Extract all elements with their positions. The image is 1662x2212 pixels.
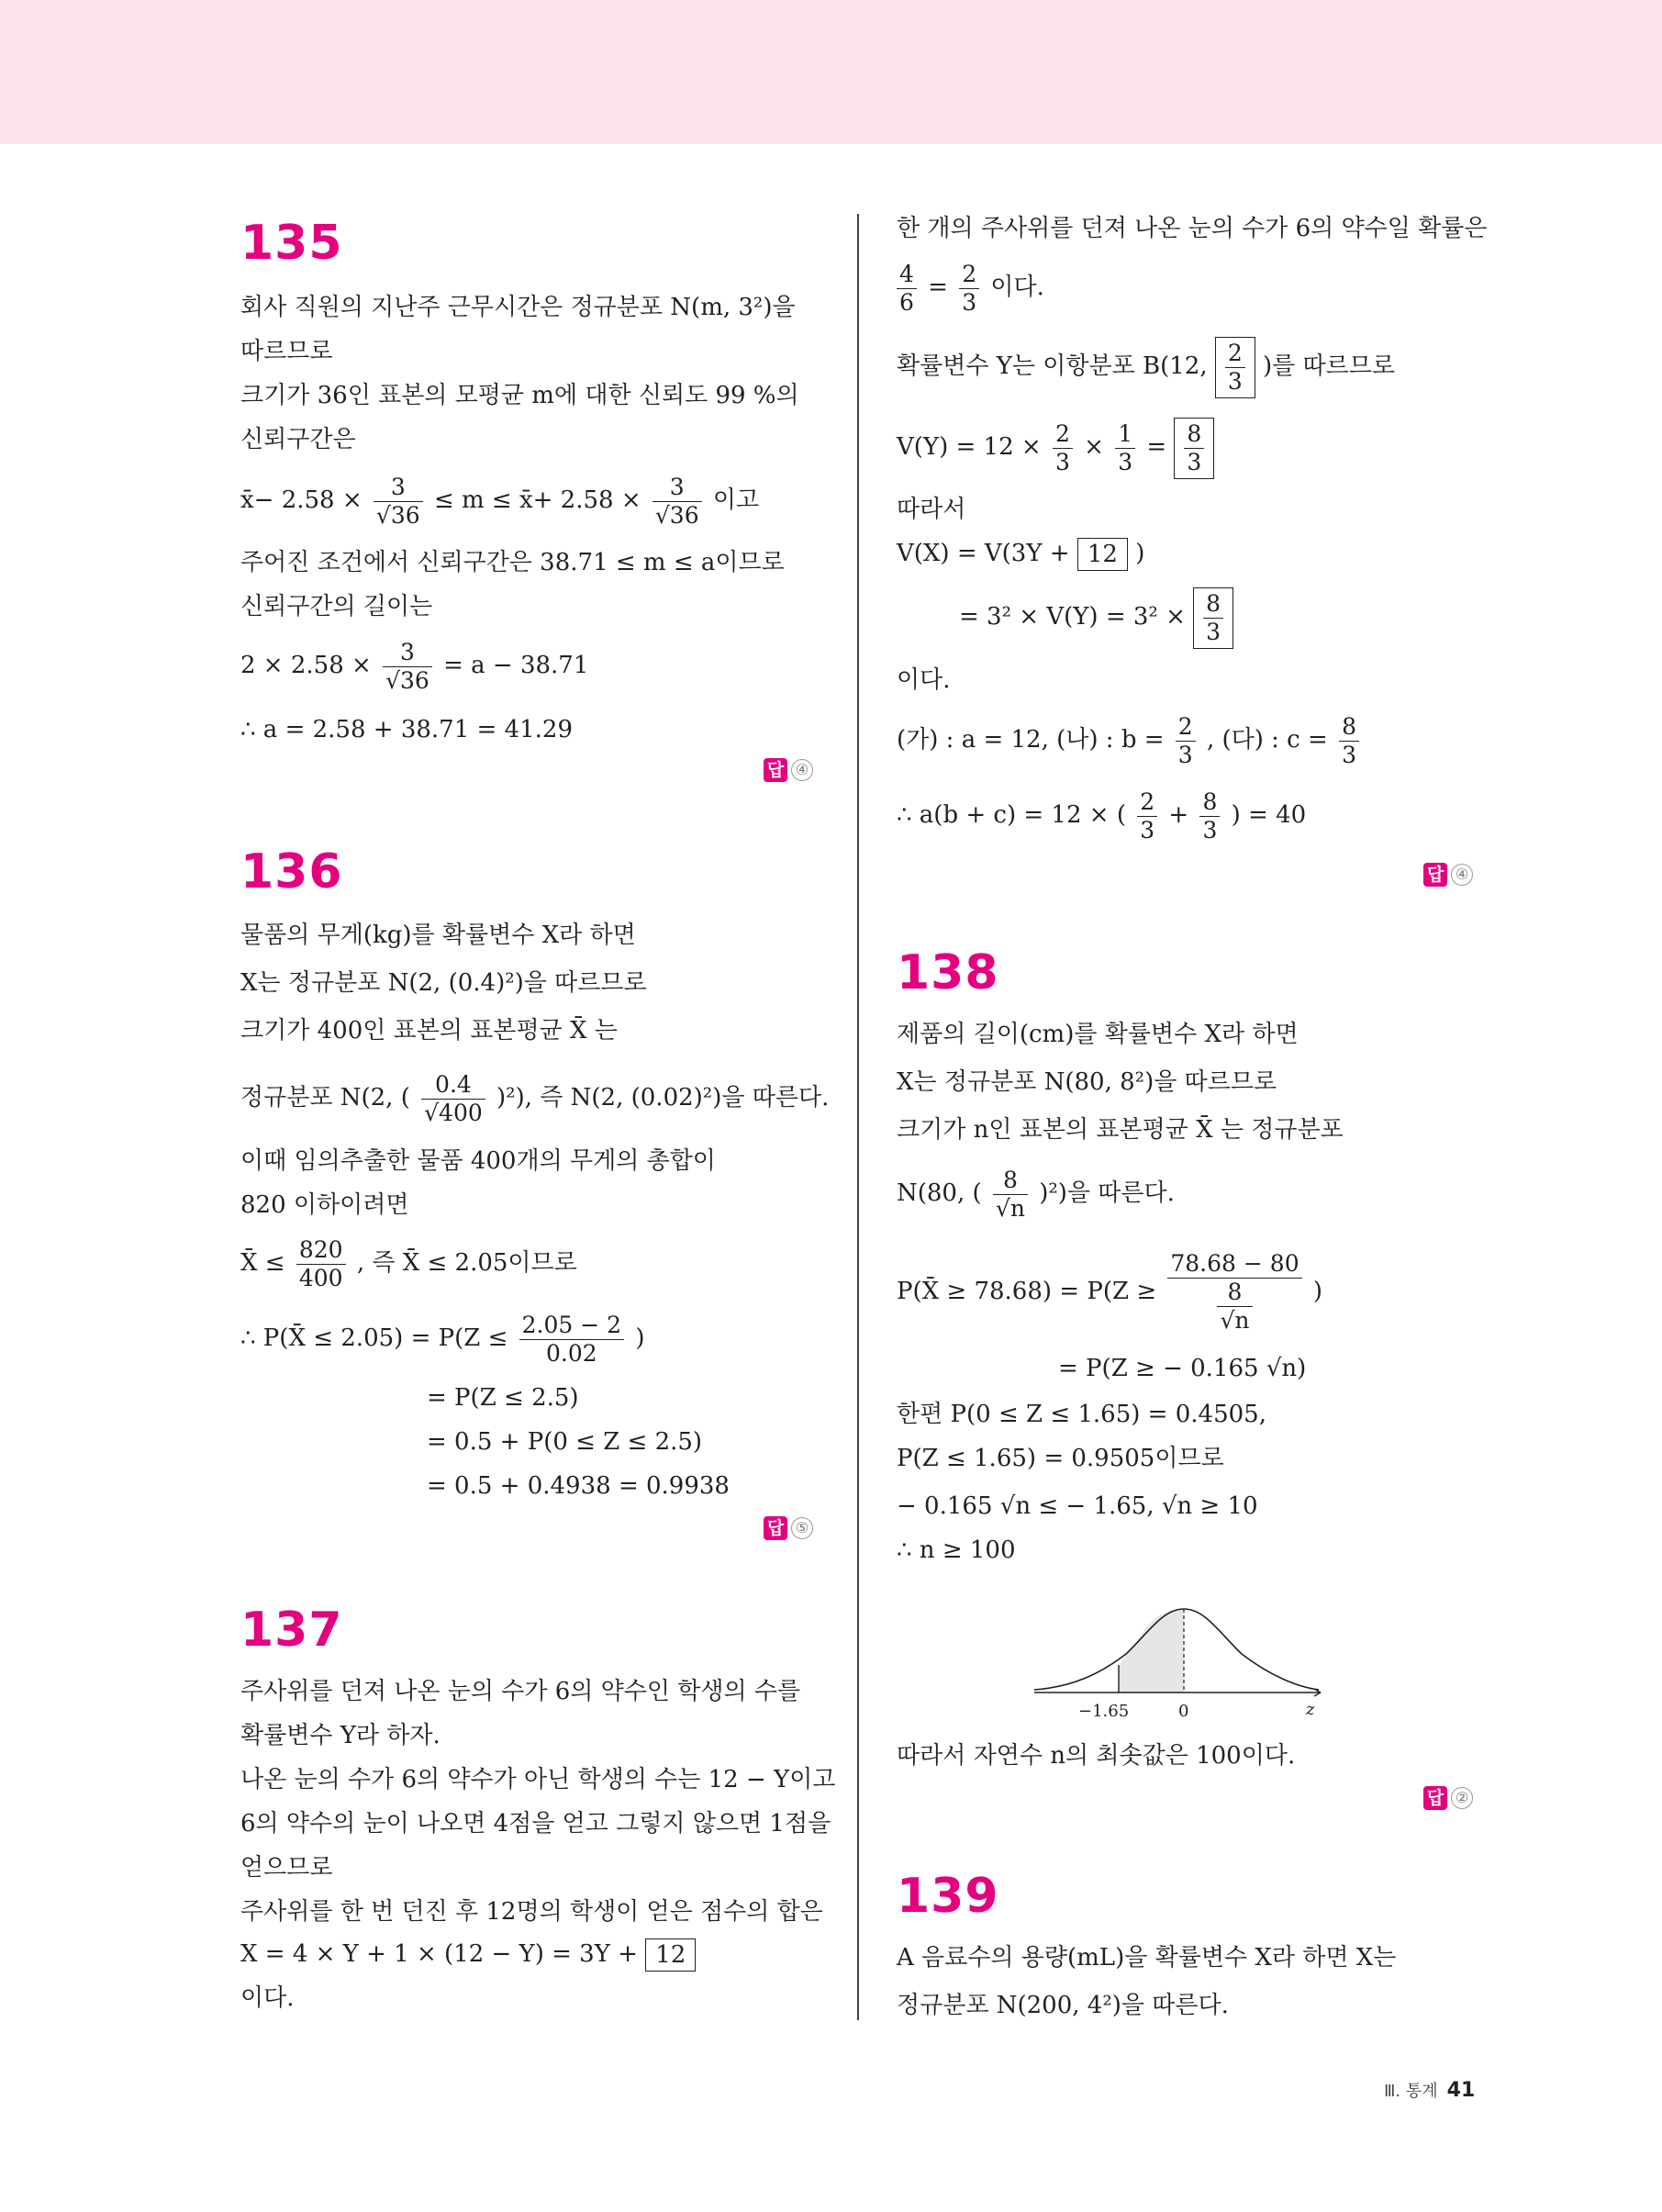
formula-part: N(80, ( bbox=[897, 1179, 982, 1207]
blank-box: 12 bbox=[645, 1938, 696, 1972]
denominator: √n bbox=[995, 1194, 1025, 1222]
formula-part: × bbox=[1084, 433, 1104, 461]
denominator: 3 bbox=[1342, 741, 1356, 768]
answer-tag: 답 bbox=[764, 758, 787, 782]
text-line: X는 정규분포 N(2, (0.4)²)을 따르므로 bbox=[240, 969, 647, 997]
fraction bbox=[1225, 340, 1245, 396]
numerator: 2 bbox=[1137, 788, 1157, 817]
formula-part: X = 4 × Y + 1 × (12 − Y) = 3Y + bbox=[240, 1940, 638, 1968]
answer-choice: ② bbox=[1451, 1787, 1473, 1809]
formula-part: ) bbox=[635, 1324, 645, 1352]
text-line: 얻으므로 bbox=[240, 1854, 333, 1882]
fraction bbox=[519, 1312, 624, 1368]
text-line: 따라서 bbox=[897, 496, 966, 523]
formula-part: )²), 즉 N(2, (0.02)²)을 따른다. bbox=[496, 1084, 830, 1112]
fraction bbox=[959, 261, 979, 317]
problem-number: 137 bbox=[240, 1603, 343, 1658]
fraction bbox=[1217, 1279, 1252, 1335]
denominator: 3 bbox=[1140, 816, 1155, 843]
numerator: 1 bbox=[1115, 420, 1135, 449]
formula-part: (가) : a = 12, (나) : b = bbox=[897, 726, 1165, 754]
denominator: 6 bbox=[899, 288, 914, 316]
formula-part: V(Y) = 12 × bbox=[897, 433, 1042, 461]
denominator: 400 bbox=[298, 1264, 343, 1291]
answer-box bbox=[1174, 418, 1214, 479]
formula-part: 확률변수 Y는 이항분포 B(12, bbox=[897, 352, 1208, 380]
fraction bbox=[897, 261, 917, 317]
formula-line bbox=[240, 1230, 577, 1296]
formula-line bbox=[897, 707, 1363, 773]
text-line: 신뢰구간의 길이는 bbox=[240, 593, 433, 620]
answer-mark bbox=[764, 758, 813, 782]
formula-part: ∴ P(X̄ ≤ 2.05) = P(Z ≤ bbox=[240, 1324, 508, 1352]
normal-distribution-graph bbox=[1034, 1579, 1328, 1726]
fraction bbox=[1167, 1250, 1301, 1335]
numerator: 2 bbox=[1176, 713, 1196, 742]
text-line: P(Z ≤ 1.65) = 0.9505이므로 bbox=[897, 1445, 1224, 1472]
formula-line bbox=[240, 1938, 696, 1972]
text-line: 이다. bbox=[240, 1984, 295, 2012]
problem-number: 135 bbox=[240, 216, 343, 271]
numerator: 8 bbox=[1203, 590, 1223, 619]
formula-part: V(X) = V(3Y + bbox=[897, 540, 1070, 567]
text-line: ∴ n ≥ 100 bbox=[897, 1536, 1016, 1564]
denominator: 3 bbox=[1118, 448, 1133, 475]
numerator: 2 bbox=[959, 261, 979, 289]
denominator: 0.02 bbox=[546, 1339, 597, 1367]
text-line: ∴ a = 2.58 + 38.71 = 41.29 bbox=[240, 716, 574, 743]
text-line: 확률변수 Y라 하자. bbox=[240, 1722, 441, 1749]
text-line: 한 개의 주사위를 던져 나온 눈의 수가 6의 약수일 확률은 bbox=[897, 215, 1488, 242]
text-line: 이다. bbox=[897, 666, 951, 694]
formula-part: = a − 38.71 bbox=[443, 652, 589, 679]
fraction bbox=[1137, 788, 1157, 844]
numerator: 8 bbox=[1217, 1279, 1252, 1307]
numerator: 2 bbox=[1225, 340, 1245, 368]
numerator: 8 bbox=[1184, 420, 1204, 449]
formula-part: 2 × 2.58 × bbox=[240, 652, 372, 679]
text-line: 따르므로 bbox=[240, 338, 333, 365]
numerator: 3 bbox=[383, 639, 432, 667]
denominator: √n bbox=[1220, 1307, 1250, 1334]
numerator: 820 bbox=[296, 1236, 346, 1265]
text-line: 제품의 길이(cm)를 확률변수 X라 하면 bbox=[897, 1021, 1299, 1048]
formula-part: ) bbox=[1135, 540, 1145, 567]
denominator: 3 bbox=[1202, 816, 1218, 843]
formula-part: ) = 40 bbox=[1231, 801, 1307, 829]
text-line: = 0.5 + 0.4938 = 0.9938 bbox=[427, 1472, 730, 1500]
text-line: 주사위를 던져 나온 눈의 수가 6의 약수인 학생의 수를 bbox=[240, 1678, 801, 1705]
denominator: 3 bbox=[962, 288, 977, 316]
denominator: 3 bbox=[1227, 367, 1243, 395]
tick-label-zero: 0 bbox=[1178, 1702, 1189, 1721]
text-line: 크기가 36인 표본의 모평균 m에 대한 신뢰도 99 %의 bbox=[240, 382, 799, 409]
fraction bbox=[1115, 420, 1135, 476]
answer-mark bbox=[1423, 1786, 1473, 1810]
axis-label: z bbox=[1306, 1700, 1315, 1719]
text-line: 주사위를 한 번 던진 후 12명의 학생이 얻은 점수의 합은 bbox=[240, 1898, 823, 1926]
numerator: 8 bbox=[993, 1167, 1028, 1195]
fraction bbox=[421, 1071, 485, 1127]
formula-part: x̄− 2.58 × bbox=[240, 486, 363, 514]
numerator: 78.68 − 80 bbox=[1167, 1250, 1301, 1279]
text-line: 크기가 400인 표본의 표본평균 X̄ 는 bbox=[240, 1017, 618, 1045]
numerator: 8 bbox=[1339, 713, 1359, 742]
formula-line bbox=[959, 584, 1233, 650]
problem-number: 136 bbox=[240, 844, 343, 899]
text-line: 주어진 조건에서 신뢰구간은 38.71 ≤ m ≤ a이므로 bbox=[240, 549, 785, 576]
formula-part: ) bbox=[1312, 1278, 1323, 1305]
fraction bbox=[653, 474, 702, 530]
denominator: √400 bbox=[424, 1099, 483, 1126]
page-footer bbox=[1384, 2078, 1475, 2102]
text-line: 신뢰구간은 bbox=[240, 426, 356, 453]
text-line: 나온 눈의 수가 6의 약수가 아닌 학생의 수는 12 − Y이고 bbox=[240, 1766, 836, 1793]
formula-part: , 즉 X̄ ≤ 2.05이므로 bbox=[356, 1249, 577, 1277]
fraction bbox=[383, 639, 432, 695]
formula-part: = bbox=[1146, 433, 1167, 461]
fraction bbox=[1176, 713, 1196, 769]
answer-choice: ④ bbox=[1451, 864, 1473, 886]
formula-line bbox=[897, 1241, 1322, 1342]
footer-section: Ⅲ. 통계 bbox=[1384, 2082, 1438, 2101]
formula-line bbox=[897, 334, 1395, 398]
numerator: 2 bbox=[1053, 420, 1073, 449]
formula-part: )를 따르므로 bbox=[1263, 352, 1396, 380]
problem-number: 138 bbox=[897, 945, 999, 1000]
fraction bbox=[1053, 420, 1073, 476]
text-line: 따라서 자연수 n의 최솟값은 100이다. bbox=[897, 1742, 1296, 1770]
text-line: 이때 임의추출한 물품 400개의 무게의 총합이 bbox=[240, 1147, 716, 1175]
text-line: = P(Z ≤ 2.5) bbox=[427, 1384, 579, 1412]
answer-tag: 답 bbox=[764, 1516, 787, 1540]
page-number: 41 bbox=[1446, 2079, 1476, 2102]
formula-part: ∴ a(b + c) = 12 × ( bbox=[897, 801, 1126, 829]
formula-line bbox=[240, 633, 588, 698]
denominator: 3 bbox=[1206, 618, 1221, 645]
header-band bbox=[0, 0, 1662, 144]
denominator: √36 bbox=[375, 501, 420, 529]
formula-part: , (다) : c = bbox=[1206, 726, 1328, 754]
text-line: 정규분포 N(200, 4²)을 따른다. bbox=[897, 1992, 1229, 2019]
formula-line bbox=[240, 1063, 829, 1133]
text-line: − 0.165 √n ≤ − 1.65, √n ≥ 10 bbox=[897, 1492, 1258, 1520]
text-line: 회사 직원의 지난주 근무시간은 정규분포 N(m, 3²)을 bbox=[240, 294, 796, 321]
formula-part: 이고 bbox=[712, 486, 760, 514]
answer-tag: 답 bbox=[1423, 1786, 1447, 1810]
formula-part: = bbox=[928, 274, 948, 301]
numerator: 3 bbox=[653, 474, 702, 502]
denominator: 3 bbox=[1177, 741, 1193, 768]
text-line: 6의 약수의 눈이 나오면 4점을 얻고 그렇지 않으면 1점을 bbox=[240, 1810, 831, 1838]
answer-mark bbox=[1423, 863, 1473, 887]
text-line: 한편 P(0 ≤ Z ≤ 1.65) = 0.4505, bbox=[897, 1401, 1266, 1428]
text-line: A 음료수의 용량(mL)을 확률변수 X라 하면 X는 bbox=[897, 1944, 1397, 1972]
fraction bbox=[1203, 590, 1223, 646]
denominator: √36 bbox=[385, 666, 429, 694]
formula-line bbox=[897, 782, 1306, 848]
fraction bbox=[296, 1236, 346, 1292]
answer-box bbox=[1193, 587, 1233, 649]
answer-mark bbox=[764, 1516, 813, 1540]
formula-line bbox=[240, 1305, 644, 1371]
fraction bbox=[1199, 788, 1220, 844]
text-line: 820 이하이려면 bbox=[240, 1191, 409, 1219]
answer-box bbox=[1215, 337, 1255, 398]
text-line: X는 정규분포 N(80, 8²)을 따르므로 bbox=[897, 1068, 1277, 1096]
fraction bbox=[1339, 713, 1359, 769]
answer-tag: 답 bbox=[1423, 863, 1447, 887]
numerator: 0.4 bbox=[421, 1071, 485, 1100]
formula-line bbox=[897, 1158, 1175, 1228]
formula-part: + bbox=[1168, 801, 1189, 829]
denominator: √36 bbox=[654, 501, 699, 529]
formula-part: ≤ m ≤ x̄+ 2.58 × bbox=[433, 486, 641, 514]
text-line: 크기가 n인 표본의 표본평균 X̄ 는 정규분포 bbox=[897, 1116, 1344, 1144]
numerator: 2.05 − 2 bbox=[519, 1312, 624, 1340]
formula-line bbox=[240, 468, 759, 532]
text-line: = 0.5 + P(0 ≤ Z ≤ 2.5) bbox=[427, 1428, 703, 1456]
denominator: 3 bbox=[1054, 448, 1070, 475]
denominator: 3 bbox=[1187, 448, 1202, 475]
numerator: 8 bbox=[1199, 788, 1220, 817]
formula-line bbox=[897, 538, 1144, 571]
fraction bbox=[1184, 420, 1204, 476]
text-line: 물품의 무게(kg)를 확률변수 X라 하면 bbox=[240, 922, 636, 949]
formula-line bbox=[897, 255, 1044, 319]
formula-part: 정규분포 N(2, ( bbox=[240, 1084, 410, 1112]
blank-box: 12 bbox=[1077, 538, 1128, 571]
column-divider bbox=[857, 214, 859, 2020]
fraction bbox=[374, 474, 423, 530]
formula-part: 이다. bbox=[990, 274, 1044, 301]
denominator bbox=[1167, 1279, 1301, 1335]
numerator: 3 bbox=[374, 474, 423, 502]
formula-part: = 3² × V(Y) = 3² × bbox=[959, 603, 1186, 631]
answer-choice: ④ bbox=[791, 759, 813, 781]
formula-part: X̄ ≤ bbox=[240, 1249, 285, 1277]
formula-part: )²)을 따른다. bbox=[1039, 1179, 1175, 1207]
numerator: 4 bbox=[897, 261, 917, 289]
fraction bbox=[993, 1167, 1028, 1223]
tick-label-left: −1.65 bbox=[1078, 1702, 1130, 1721]
formula-line bbox=[897, 415, 1214, 479]
problem-number: 139 bbox=[897, 1869, 999, 1924]
answer-choice: ⑤ bbox=[791, 1517, 813, 1539]
text-line: = P(Z ≥ − 0.165 √n) bbox=[1058, 1355, 1307, 1382]
formula-part: P(X̄ ≥ 78.68) = P(Z ≥ bbox=[897, 1278, 1157, 1305]
